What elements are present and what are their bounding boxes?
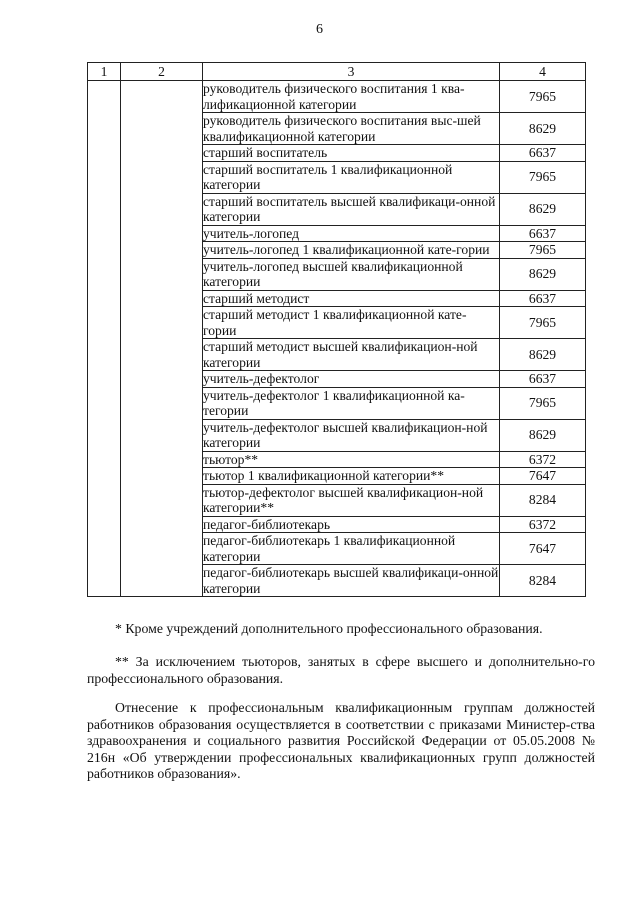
position-cell: учитель-логопед <box>203 225 500 242</box>
position-cell: учитель-логопед высшей квалификационной категории <box>203 258 500 290</box>
salary-cell: 8629 <box>500 339 586 371</box>
footnote-1: * Кроме учреждений дополнительного профессионального образования. <box>115 621 543 636</box>
position-cell: тьютор** <box>203 451 500 468</box>
salary-cell: 7965 <box>500 307 586 339</box>
salary-cell: 7965 <box>500 387 586 419</box>
salary-cell: 7647 <box>500 533 586 565</box>
salary-cell: 8629 <box>500 419 586 451</box>
position-cell: старший методист <box>203 290 500 307</box>
position-cell: тьютор 1 квалификационной категории** <box>203 468 500 485</box>
position-cell: педагог-библиотекарь высшей квалификаци-онной категории <box>203 565 499 596</box>
table-body <box>88 81 586 597</box>
salary-cell: 6637 <box>500 371 586 388</box>
position-cell: старший воспитатель высшей квалификаци-онной категории <box>203 193 500 225</box>
salary-cell: 7647 <box>500 468 586 485</box>
body-paragraph: Отнесение к профессиональным квалификационным группам должностей работников образования осуществляется в соответствии с приказами Министер-ства здравоохранения и социального развития Российской Федерации от 05.05.2008 № 216н «Об утверждении профессиональных квалификационных групп должностей работников образования». <box>87 700 595 781</box>
column-header-3: 3 <box>203 63 500 81</box>
salary-cell: 7965 <box>500 81 586 113</box>
position-cell: педагог-библиотекарь 1 квалификационной категории <box>203 533 500 565</box>
column-header-4: 4 <box>500 63 586 81</box>
salary-cell: 8629 <box>500 113 586 145</box>
column-header-1: 1 <box>88 63 121 81</box>
salary-cell: 8284 <box>500 565 586 597</box>
salary-cell: 6372 <box>500 516 586 533</box>
position-cell: старший воспитатель 1 квалификационной категории <box>203 161 500 193</box>
position-cell: руководитель физического воспитания 1 ква-лификационной категории <box>203 81 500 113</box>
salary-table <box>87 62 586 597</box>
salary-cell: 6372 <box>500 451 586 468</box>
salary-cell: 8629 <box>500 258 586 290</box>
empty-column-1-cell <box>88 81 121 597</box>
salary-cell: 7965 <box>500 242 586 259</box>
position-cell: учитель-дефектолог <box>203 371 500 388</box>
position-cell: старший методист 1 квалификационной кате-гории <box>203 307 500 339</box>
position-cell: учитель-дефектолог 1 квалификационной ка-тегории <box>203 387 500 419</box>
salary-cell: 8629 <box>500 193 586 225</box>
column-header-2: 2 <box>121 63 203 81</box>
page-number: 6 <box>316 22 323 37</box>
footnote-2: ** За исключением тьюторов, занятых в сфере высшего и дополнительно-го профессионального образования. <box>87 654 595 686</box>
salary-cell: 6637 <box>500 145 586 162</box>
position-cell: педагог-библиотекарь <box>203 516 500 533</box>
table-header-row <box>88 63 586 81</box>
salary-cell: 6637 <box>500 225 586 242</box>
position-cell: старший воспитатель <box>203 145 500 162</box>
salary-cell: 8284 <box>500 484 586 516</box>
position-cell: руководитель физического воспитания выс-шей квалификационной категории <box>203 113 500 145</box>
position-cell: тьютор-дефектолог высшей квалификацион-ной категории** <box>203 484 500 516</box>
table-row <box>88 81 586 113</box>
position-cell: учитель-логопед 1 квалификационной кате-гории <box>203 242 500 259</box>
position-cell: старший методист высшей квалификацион-ной категории <box>203 339 500 371</box>
salary-cell: 7965 <box>500 161 586 193</box>
position-cell: учитель-дефектолог высшей квалификацион-ной категории <box>203 419 500 451</box>
empty-column-2-cell <box>121 81 203 597</box>
salary-cell: 6637 <box>500 290 586 307</box>
